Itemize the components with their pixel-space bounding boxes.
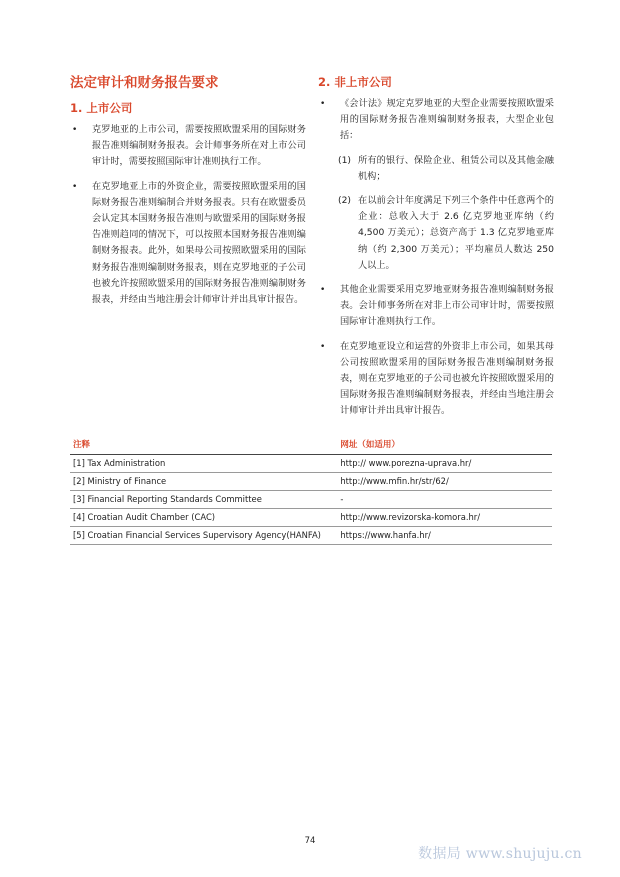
sub-list-number: (2) bbox=[338, 195, 352, 207]
list-item bbox=[318, 282, 554, 331]
bullet-icon: • bbox=[320, 285, 326, 296]
section-listed-companies-title: 1. 上市公司 bbox=[70, 101, 133, 115]
table-cell-note: [3] Financial Reporting Standards Committee bbox=[73, 494, 262, 504]
table-cell-note: [5] Croatian Financial Services Supervisory Agency(HANFA) bbox=[73, 530, 321, 540]
list-item bbox=[318, 96, 554, 145]
sub-list-item bbox=[318, 153, 554, 185]
table-cell-url[interactable]: https://www.hanfa.hr/ bbox=[340, 530, 431, 540]
table-cell-url: - bbox=[340, 494, 344, 504]
sub-list-item bbox=[318, 193, 554, 274]
table-cell-note: [2] Ministry of Finance bbox=[73, 476, 167, 486]
table-cell-url[interactable]: http://www.mfin.hr/str/62/ bbox=[340, 476, 449, 486]
list-item-text: 其他企业需要采用克罗地亚财务报告准则编制财务报表。会计师事务所在对非上市公司审计时，需要按照国际审计准则执行工作。 bbox=[340, 284, 554, 328]
header-notes: 注释 bbox=[73, 440, 91, 450]
table-cell-note: [4] Croatian Audit Chamber (CAC) bbox=[73, 512, 216, 522]
list-item bbox=[70, 122, 306, 171]
table-row bbox=[70, 491, 552, 509]
table-row bbox=[70, 509, 552, 527]
table-cell-note: [1] Tax Administration bbox=[73, 458, 166, 468]
left-column bbox=[70, 74, 306, 316]
sub-list-text: 在以前会计年度满足下列三个条件中任意两个的企业：总收入大于 2.6 亿克罗地亚库纳（约 4,500 万美元）；总资产高于 1.3 亿克罗地亚库纳（约 2,300 万美元）；平均雇员人数达 250 人以上。 bbox=[358, 195, 554, 271]
list-item-text: 《会计法》规定克罗地亚的大型企业需要按照欧盟采用的国际财务报告准则编制财务报表，大型企业包括： bbox=[340, 98, 554, 142]
header-url: 网址（如适用） bbox=[340, 440, 400, 450]
bullet-icon: • bbox=[320, 99, 326, 109]
list-item bbox=[318, 339, 554, 420]
right-column bbox=[318, 74, 554, 428]
references-table bbox=[70, 436, 552, 545]
list-item-text: 在克罗地亚设立和运营的外资非上市公司，如果其母公司按照欧盟采用的国际财务报告准则编制财务报表，则在克罗地亚的子公司也被允许按照欧盟采用的国际财务报告准则编制财务报表，并经由当地注册会计师审计并出具审计报告。 bbox=[340, 340, 554, 417]
list-item bbox=[70, 179, 306, 309]
bullet-icon: • bbox=[72, 181, 78, 192]
table-header bbox=[70, 436, 552, 455]
table-row bbox=[70, 455, 552, 473]
table-row bbox=[70, 473, 552, 491]
page-number: 74 bbox=[304, 836, 316, 846]
section-unlisted-companies-title: 2. 非上市公司 bbox=[318, 75, 392, 89]
watermark: 数据局 www.shujuju.cn bbox=[418, 846, 582, 862]
page-title: 法定审计和财务报告要求 bbox=[70, 75, 219, 91]
table-cell-url[interactable]: http://www.revizorska-komora.hr/ bbox=[340, 512, 481, 522]
bullet-icon: • bbox=[72, 125, 78, 135]
list-item-text: 在克罗地亚上市的外资企业，需要按照欧盟采用的国际财务报告准则编制合并财务报表。只有在欧盟委员会认定其本国财务报告准则与欧盟采用的国际财务报告准则趋同的情况下，可以按照本国财务报告准则编制财务报表。此外，如果母公司按照欧盟采用的国际财务报告准则编制财务报表，则在克罗地亚的子公司也被允许按照欧盟采用的国际财务报告准则编制财务报表，并经由当地注册会计师审计并出具审计报告。 bbox=[92, 180, 306, 306]
bullet-icon: • bbox=[320, 341, 326, 352]
sub-list-number: (1) bbox=[338, 154, 352, 166]
sub-list-text: 所有的银行、保险企业、租赁公司以及其他金融机构； bbox=[358, 154, 554, 182]
table-cell-url[interactable]: http:// www.porezna-uprava.hr/ bbox=[340, 458, 472, 468]
list-item-text: 克罗地亚的上市公司，需要按照欧盟采用的国际财务报告准则编制财务报表。会计师事务所在对上市公司审计时，需要按照国际审计准则执行工作。 bbox=[92, 124, 306, 168]
table-row bbox=[70, 527, 552, 545]
